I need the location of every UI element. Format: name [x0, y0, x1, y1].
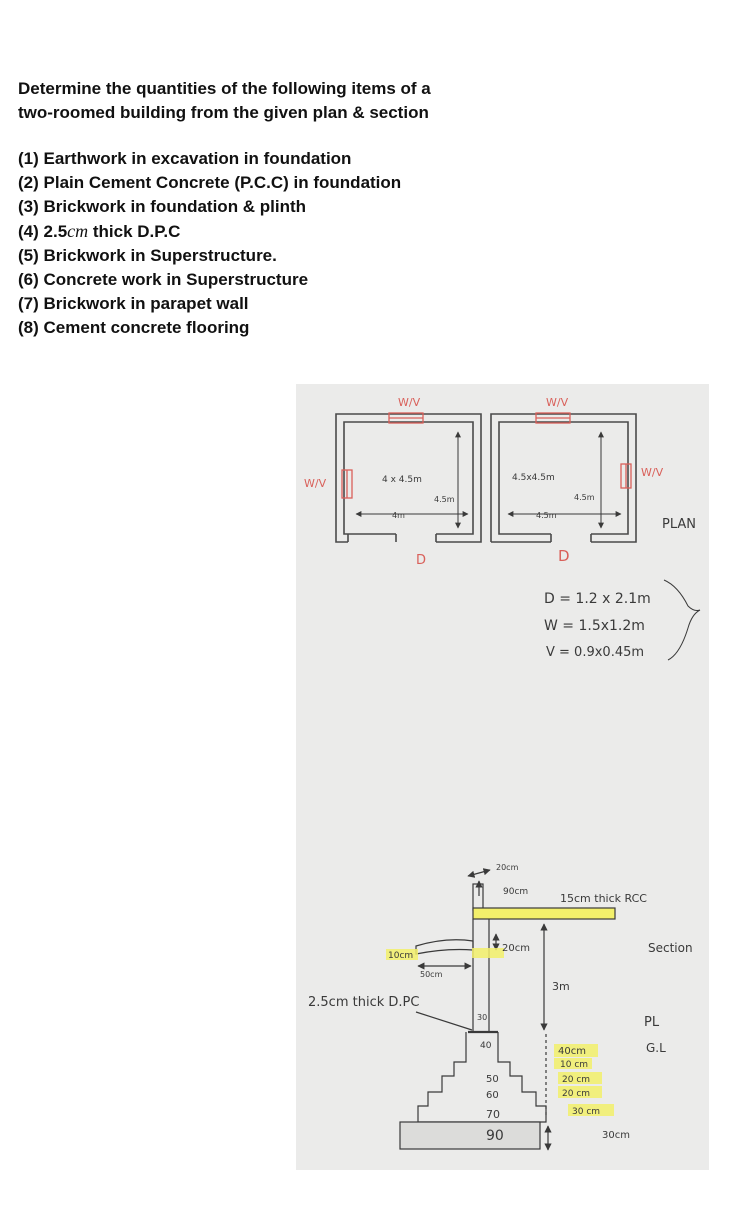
footing-width: 60 [486, 1090, 499, 1101]
footing-width: 40 [480, 1041, 492, 1051]
window-marks [342, 413, 631, 498]
list-item: (2) Plain Cement Concrete (P.C.C) in foundation [18, 173, 402, 192]
list-item: (3) Brickwork in foundation & plinth [18, 197, 307, 216]
question-line-1: Determine the quantities of the following items of a [18, 79, 431, 98]
parapet-width: 20cm [496, 863, 519, 872]
window-label: W/V [304, 477, 327, 490]
pl-label: PL [644, 1015, 660, 1030]
step-height: 30 cm [572, 1107, 601, 1117]
list-item: (6) Concrete work in Superstructure [18, 270, 309, 289]
room2-depth: 4.5m [574, 493, 595, 502]
legend-window: W = 1.5x1.2m [544, 618, 645, 634]
lintel-gap: 20cm [502, 943, 530, 954]
plan-label: PLAN [662, 517, 696, 532]
footing-width: 70 [486, 1108, 500, 1121]
list-item: (4) 2.5cm thick D.P.C [18, 221, 181, 241]
step-height: 10 cm [560, 1060, 589, 1070]
step-height: 20 cm [562, 1089, 591, 1099]
parapet-height: 90cm [503, 887, 529, 897]
hand-sketch-photo [296, 384, 709, 1170]
section-label: Section [648, 941, 693, 955]
question-heading [18, 77, 538, 125]
legend-door: D = 1.2 x 2.1m [544, 591, 651, 607]
legend-brace [664, 580, 700, 660]
window-label: W/V [398, 396, 421, 409]
slab-note: 15cm thick RCC [560, 892, 647, 905]
room1-depth: 4.5m [434, 495, 455, 504]
window-label: W/V [546, 396, 569, 409]
footing-width: 90 [486, 1128, 504, 1144]
list-item: (7) Brickwork in parapet wall [18, 294, 249, 313]
step-height: 40cm [558, 1046, 586, 1057]
wall-thickness: 30 [477, 1013, 488, 1022]
lintel-height: 10cm [388, 951, 414, 961]
room1-size: 4 x 4.5m [382, 475, 422, 485]
step-height: 20 cm [562, 1075, 591, 1085]
wall-height: 3m [552, 980, 570, 993]
pcc-thickness: 30cm [602, 1130, 630, 1141]
door-label: D [416, 553, 427, 568]
room2-width: 4.5m [536, 511, 557, 520]
question-line-2: two-roomed building from the given plan & section [18, 103, 429, 122]
list-item: (8) Cement concrete flooring [18, 318, 250, 337]
gl-label: G.L [646, 1041, 666, 1055]
floor-plan [336, 414, 636, 542]
lintel-width: 50cm [420, 970, 443, 979]
legend-ventilator: V = 0.9x0.45m [546, 645, 645, 660]
dpc-note: 2.5cm thick D.PC [308, 995, 420, 1010]
door-label: D [558, 547, 570, 565]
item-list [18, 147, 401, 340]
window-label: W/V [641, 466, 664, 479]
room2-size: 4.5x4.5m [512, 473, 555, 483]
list-item: (1) Earthwork in excavation in foundation [18, 149, 352, 168]
list-item: (5) Brickwork in Superstructure. [18, 246, 277, 265]
room1-width: 4m [392, 511, 405, 520]
footing-width: 50 [486, 1074, 499, 1085]
